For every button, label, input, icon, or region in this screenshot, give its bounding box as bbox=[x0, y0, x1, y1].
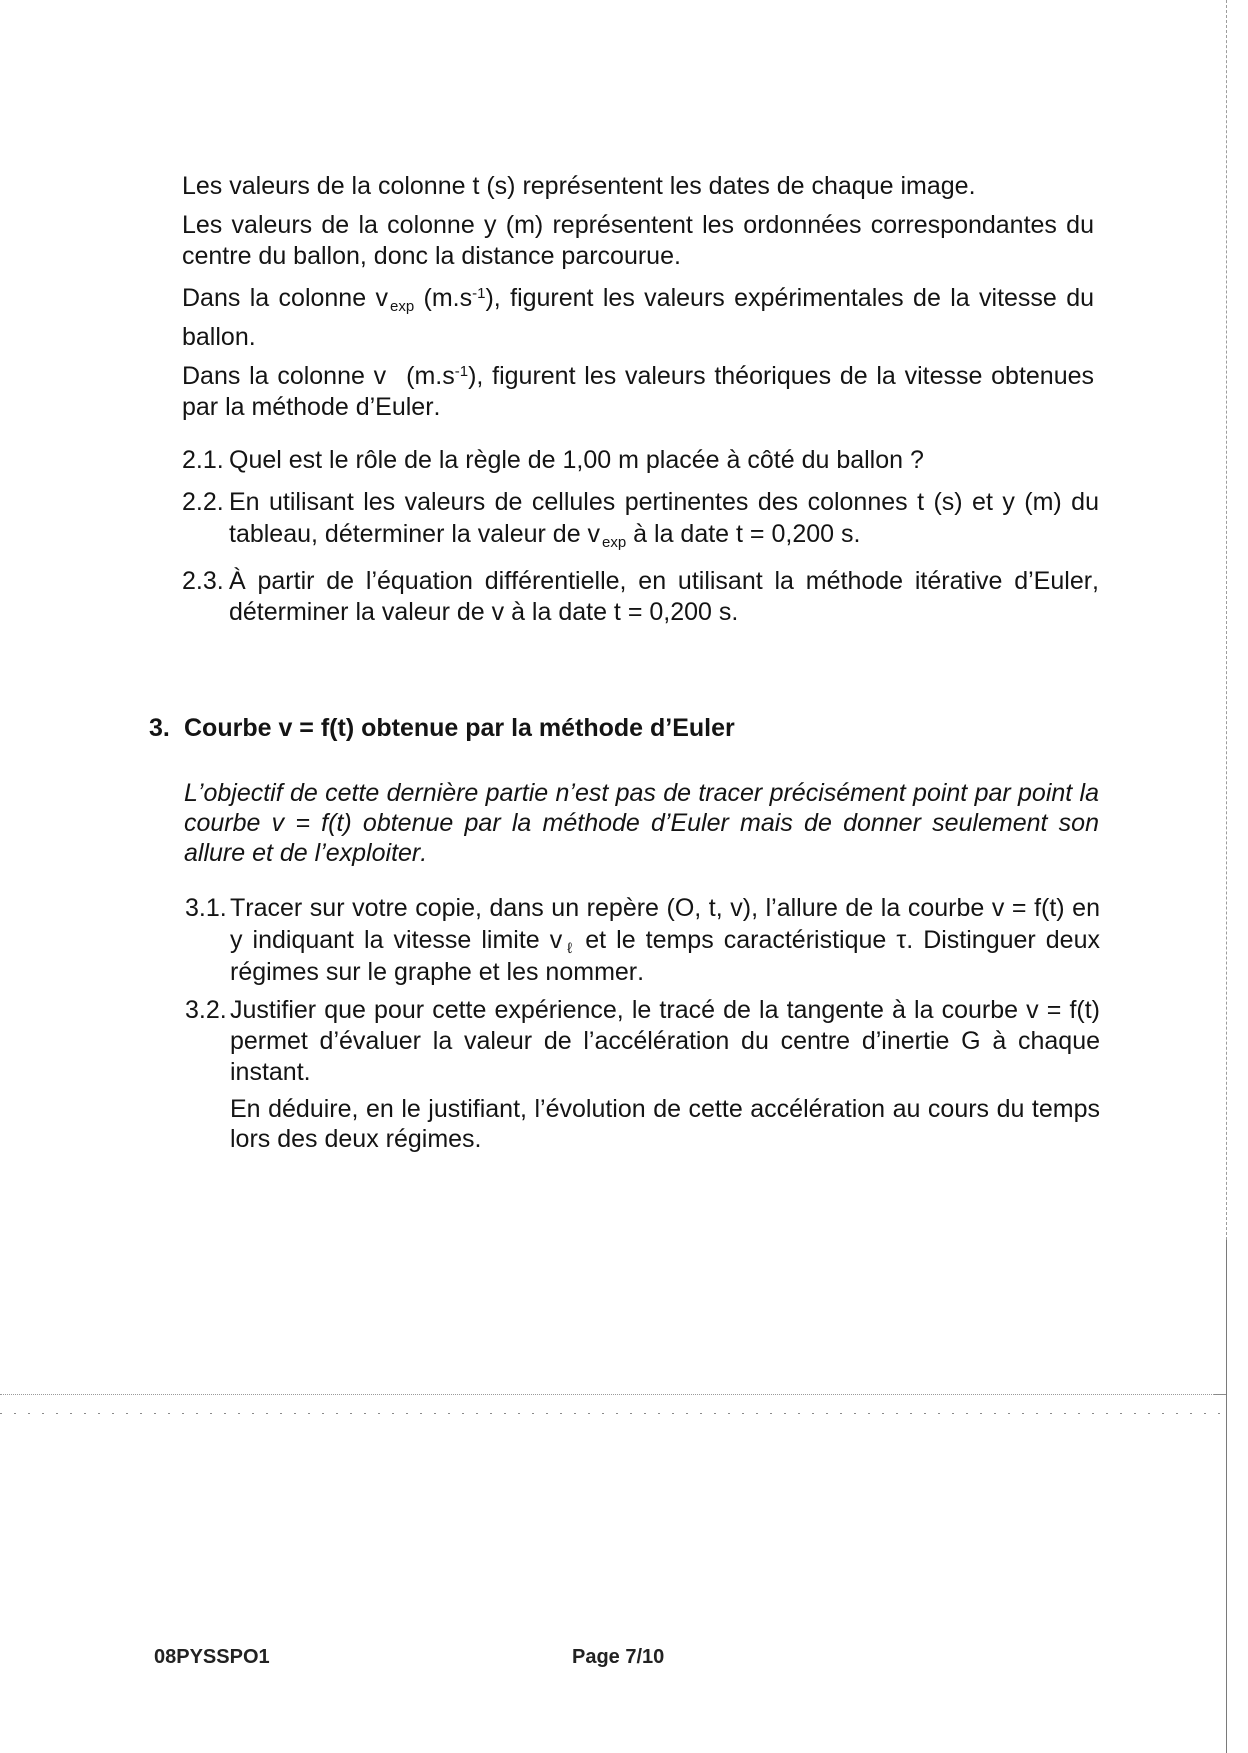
question-text: Quel est le rôle de la règle de 1,00 m placée à côté du ballon ? bbox=[229, 446, 924, 474]
footer-exam-code: 08PYSSPO1 bbox=[154, 1646, 270, 1668]
question-text: À partir de l’équation différentielle, en utilisant la méthode itérative d’Euler, déterminer la valeur de v à la date t = 0,200 s. bbox=[229, 567, 1099, 626]
footer-page-number: Page 7/10 bbox=[572, 1646, 665, 1668]
section-number: 3. bbox=[149, 714, 170, 742]
tau-symbol: τ bbox=[896, 926, 907, 954]
question-2-1 bbox=[182, 445, 1099, 476]
superscript: -1 bbox=[472, 284, 486, 302]
section-3-objective: L’objectif de cette dernière partie n’est pas de tracer précisément point par point la courbe v = f(t) obtenue par la méthode d’Euler mais de donner seulement son allure et de l’exploiter. bbox=[184, 779, 1099, 867]
paragraph-text: Dans la colonne v bbox=[182, 284, 388, 312]
paragraph-column-vexp bbox=[182, 279, 1094, 357]
question-text: Justifier que pour cette expérience, le tracé de la tangente à la courbe v = f(t) permet d’évaluer la valeur de l’accélération du centre d’inertie G à chaque instant. bbox=[230, 996, 1100, 1086]
question-3-2 bbox=[185, 995, 1100, 1088]
section-title: Courbe v = f(t) obtenue par la méthode d’Euler bbox=[184, 714, 735, 742]
question-2-2 bbox=[182, 486, 1099, 550]
question-3-2-followup: En déduire, en le justifiant, l’évolution de cette accélération au cours du temps lors des deux régimes. bbox=[230, 1095, 1100, 1153]
question-text-part: . Distinguer deux régimes sur le graphe et les nommer. bbox=[230, 926, 1100, 986]
question-number: 2.3. bbox=[182, 567, 224, 595]
superscript: -1 bbox=[454, 362, 469, 380]
question-text bbox=[229, 486, 1099, 550]
dotted-separator bbox=[0, 1394, 1226, 1395]
scan-margin-line bbox=[1226, 1240, 1227, 1753]
subscript: exp bbox=[602, 533, 627, 551]
paragraph-text: ), figurent les valeurs théoriques de la vitesse obtenues par la méthode d’Euler. bbox=[182, 362, 1095, 421]
subscript: exp bbox=[389, 297, 415, 315]
paragraph-column-t: Les valeurs de la colonne t (s) représentent les dates de chaque image. bbox=[182, 172, 976, 200]
dotted-separator bbox=[0, 1413, 1226, 1414]
paragraph-text: Dans la colonne v bbox=[182, 362, 387, 390]
question-2-3 bbox=[182, 566, 1099, 628]
question-text-part: Tracer sur votre copie, dans un repère (O, t, v), l’allure de la courbe v = f(t) en y indiquant la vitesse limite v bbox=[230, 894, 1100, 954]
question-number: 2.2. bbox=[182, 488, 224, 516]
section-heading-3 bbox=[149, 713, 735, 744]
question-text bbox=[230, 892, 1100, 988]
question-3-1 bbox=[185, 892, 1100, 988]
paragraph-text: (m.s bbox=[414, 284, 473, 312]
question-text-part: En utilisant les valeurs de cellules pertinentes des colonnes t (s) et y (m) du tableau, déterminer la valeur de v bbox=[229, 488, 1099, 548]
paragraph-column-v bbox=[182, 361, 1094, 423]
scan-margin-tick bbox=[1214, 1394, 1226, 1395]
scan-margin-line bbox=[1226, 0, 1227, 1240]
question-number: 3.1. bbox=[185, 894, 227, 922]
subscript: ℓ bbox=[564, 939, 576, 957]
paragraph-text: (m.s bbox=[397, 362, 455, 390]
paragraph-column-y: Les valeurs de la colonne y (m) représentent les ordonnées correspondantes du centre du ballon, donc la distance parcourue. bbox=[182, 211, 1094, 270]
question-text-part: et le temps caractéristique bbox=[575, 926, 897, 954]
question-number: 2.1. bbox=[182, 446, 224, 474]
paragraph-text: ), figurent les valeurs expérimentales de la vitesse du ballon. bbox=[182, 284, 1095, 351]
question-text-part: à la date t = 0,200 s. bbox=[626, 520, 861, 548]
question-number: 3.2. bbox=[185, 996, 227, 1024]
